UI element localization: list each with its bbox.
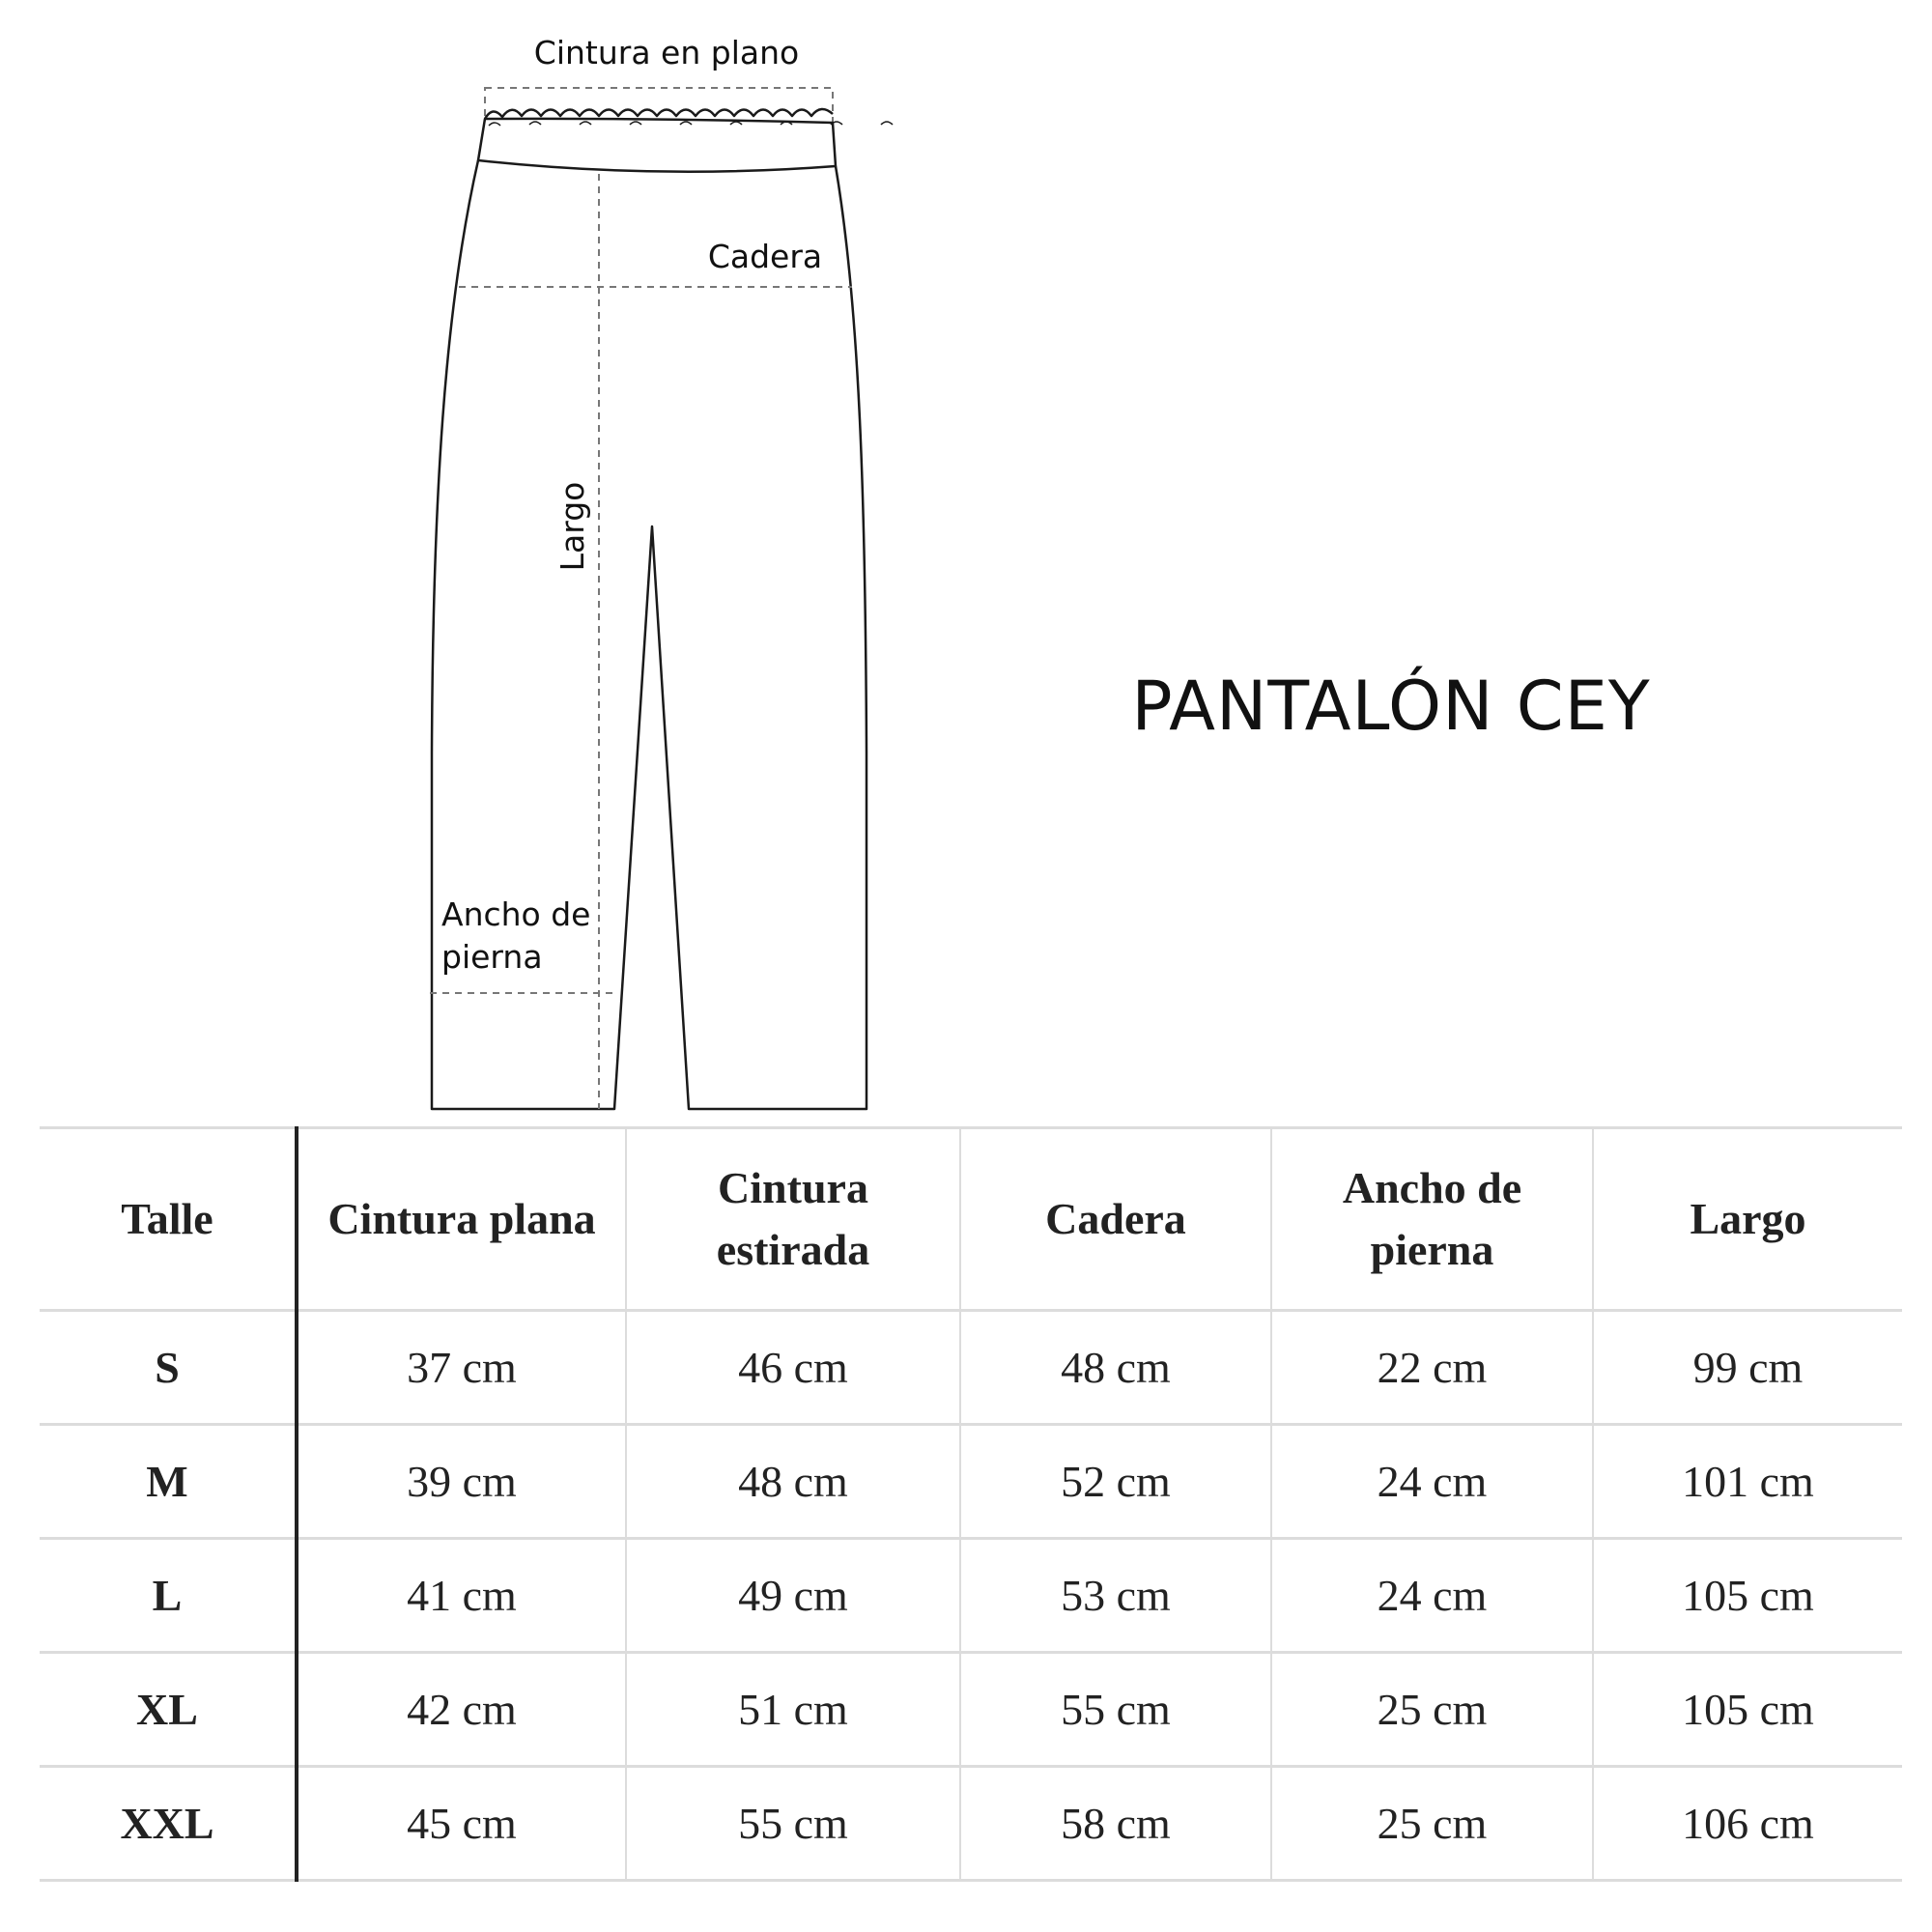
header-waist-flat: Cintura plana [297, 1128, 626, 1311]
cell-length: 99 cm [1593, 1311, 1902, 1425]
header-waist-stretched-line1: Cintura [718, 1163, 868, 1212]
cell-size: XXL [40, 1767, 297, 1881]
cell-waist-flat: 39 cm [297, 1425, 626, 1539]
cell-size: XL [40, 1653, 297, 1767]
cell-hip: 53 cm [960, 1539, 1271, 1653]
cell-hip: 48 cm [960, 1311, 1271, 1425]
cell-hip: 58 cm [960, 1767, 1271, 1881]
cell-leg-width: 24 cm [1271, 1539, 1593, 1653]
cell-length: 101 cm [1593, 1425, 1902, 1539]
header-hip: Cadera [960, 1128, 1271, 1311]
cell-waist-stretched: 46 cm [626, 1311, 960, 1425]
header-length: Largo [1593, 1128, 1902, 1311]
cell-waist-flat: 45 cm [297, 1767, 626, 1881]
cell-length: 105 cm [1593, 1539, 1902, 1653]
header-leg-width-line1: Ancho de [1342, 1163, 1522, 1212]
cell-size: L [40, 1539, 297, 1653]
cell-leg-width: 24 cm [1271, 1425, 1593, 1539]
table-row [40, 1425, 1902, 1539]
leg-width-label-line2: pierna [441, 938, 543, 976]
header-waist-stretched [626, 1128, 960, 1311]
table-row [40, 1539, 1902, 1653]
cell-waist-stretched: 49 cm [626, 1539, 960, 1653]
cell-length: 106 cm [1593, 1767, 1902, 1881]
waist-flat-label: Cintura en plano [533, 34, 800, 71]
header-leg-width [1271, 1128, 1593, 1311]
header-leg-width-line2: pierna [1370, 1225, 1494, 1274]
table-header-row [40, 1128, 1902, 1311]
leg-width-label-line1: Ancho de [441, 895, 591, 933]
hip-label: Cadera [707, 238, 823, 275]
cell-size: S [40, 1311, 297, 1425]
product-title: PANTALÓN CEY [1131, 667, 1651, 746]
cell-leg-width: 25 cm [1271, 1767, 1593, 1881]
table-row [40, 1653, 1902, 1767]
cell-waist-stretched: 51 cm [626, 1653, 960, 1767]
cell-waist-flat: 37 cm [297, 1311, 626, 1425]
cell-leg-width: 22 cm [1271, 1311, 1593, 1425]
cell-waist-stretched: 48 cm [626, 1425, 960, 1539]
cell-hip: 55 cm [960, 1653, 1271, 1767]
cell-waist-stretched: 55 cm [626, 1767, 960, 1881]
length-label: Largo [554, 481, 591, 572]
cell-waist-flat: 42 cm [297, 1653, 626, 1767]
header-waist-stretched-line2: estirada [716, 1225, 870, 1274]
cell-size: M [40, 1425, 297, 1539]
table-row [40, 1767, 1902, 1881]
cell-waist-flat: 41 cm [297, 1539, 626, 1653]
header-size: Talle [40, 1128, 297, 1311]
cell-leg-width: 25 cm [1271, 1653, 1593, 1767]
table-row [40, 1311, 1902, 1425]
cell-hip: 52 cm [960, 1425, 1271, 1539]
size-chart-table [40, 1126, 1902, 1882]
cell-length: 105 cm [1593, 1653, 1902, 1767]
